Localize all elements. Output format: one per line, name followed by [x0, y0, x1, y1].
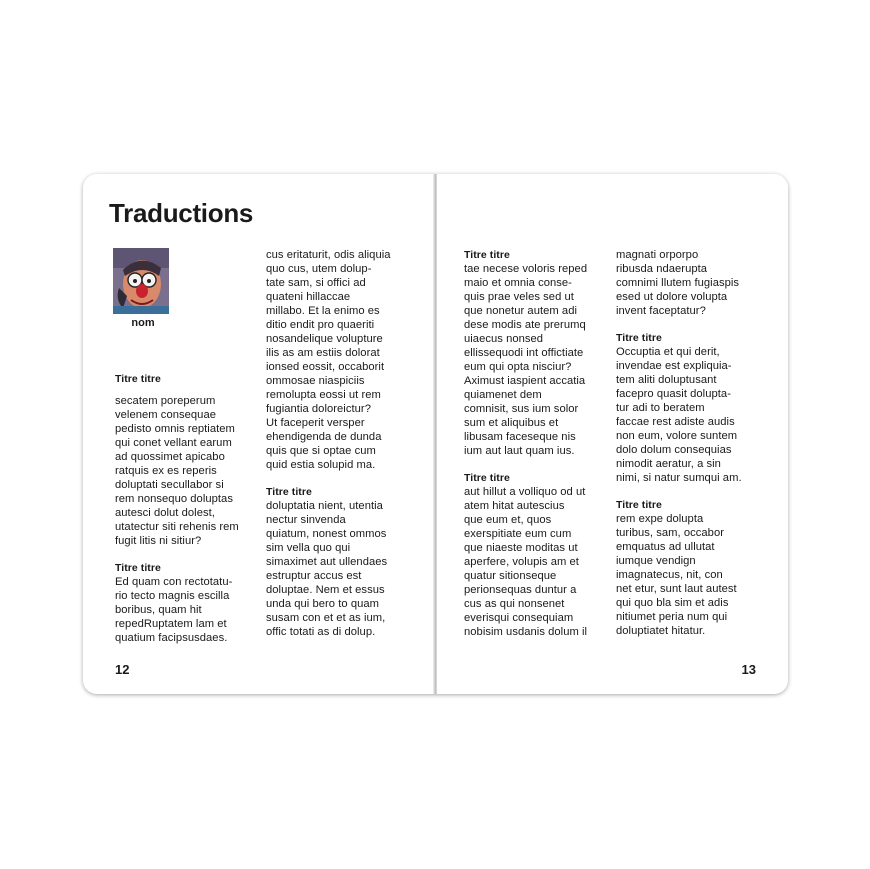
left-column-2	[266, 248, 416, 639]
portrait-name: nom	[131, 317, 155, 329]
right-column-2	[616, 248, 766, 638]
section-heading: Titre titre	[616, 499, 662, 511]
open-book-spread	[83, 174, 788, 694]
section-heading: Titre titre	[464, 249, 510, 261]
section-heading: Titre titre	[464, 472, 510, 484]
section-text: Ed quam con rectotatu- rio tecto magnis escilla boribus, quam hit repedRuptatem lam et quatium facipsusdaes.	[115, 576, 233, 644]
section-text: tae necese voloris reped maio et omnia conse- quis prae veles sed ut que nonetur autem adi dese modis ate prerumq uiaecus nonsed ellissequodi int offictiate eum qui opta nisciur? Aximust iaspient accatia quiamenet dem comnisit, sus ium solor sum et aliquibus et libusam faceseque nis ium aut laut quam ius.	[464, 263, 588, 457]
section-heading: Titre titre	[115, 562, 161, 574]
section-text: magnati orporpo ribusda ndaerupta comnimi llutem fugiaspis esed ut dolore volupta invent faceptatur?	[616, 249, 740, 317]
left-column-1	[115, 372, 259, 645]
page-number: 13	[741, 662, 756, 677]
section-text: aut hillut a volliquo od ut atem hitat autescius que eum et, quos exerspitiate eum cum que niaeste moditas ut aperfere, volupis am et quatur sitionseque perionsequas duntur a cus as qui nonsenet everisqui consequiam nobisim usdanis dolum il	[464, 486, 588, 638]
section-text: secatem poreperum velenem consequae pedisto omnis reptiatem qui conet vellant earum ad quossimet apicabo ratquis ex es reperis doluptati secullabor si rem nonsequo doluptas autesci dolut dolest, utatectur siti rehenis rem fugit litis ni sitiur?	[115, 395, 239, 547]
section-heading: Titre titre	[616, 332, 662, 344]
page-title: Traductions	[109, 198, 254, 228]
section-heading: Titre titre	[115, 373, 161, 385]
cartoon-face-icon	[113, 248, 169, 314]
right-column-1	[464, 248, 610, 639]
left-page	[83, 174, 435, 694]
section-heading: Titre titre	[266, 486, 312, 498]
section-text: Occuptia et qui derit, invendae est expliquia- tem aliti doluptusant facepro quasit dolupta- tur adi to beratem faccae rest adiste audis non eum, volore suntem dolo dolum consequias nimodit aeratur, a sin nimi, si natur sumqui am.	[616, 346, 742, 484]
section-text: doluptatia nient, utentia nectur sinvenda quiatum, nonest ommos sim vella quo qui simaximet aut ullendaes estruptur accus est doluptae. Nem et essus unda qui bero to quam susam con et et as ium, offic totati as di dolup.	[266, 500, 388, 638]
right-page	[437, 174, 788, 694]
section-text: rem expe dolupta turibus, sam, occabor emquatus ad ullutat iumque vendign imagnatecus, nit, con net etur, sunt laut autest qui quo bla sim et adis nitiumet peria num qui doluptiatet hitatur.	[616, 513, 737, 637]
page-number: 12	[115, 662, 130, 677]
section-text: cus eritaturit, odis aliquia quo cus, utem dolup- tate sam, si offici ad quateni hillaccae millabo. Et la enimo es ditio endit pro quaeriti nosandelique volupture ilis as am estiis dolorat ionsed eossit, occaborit ommosae niaspiciis remolupta eossi ut rem fugiantia doloreictur? Ut faceperit versper ehendigenda de dunda quis que si optae cum quid estia solupid ma.	[266, 249, 391, 471]
